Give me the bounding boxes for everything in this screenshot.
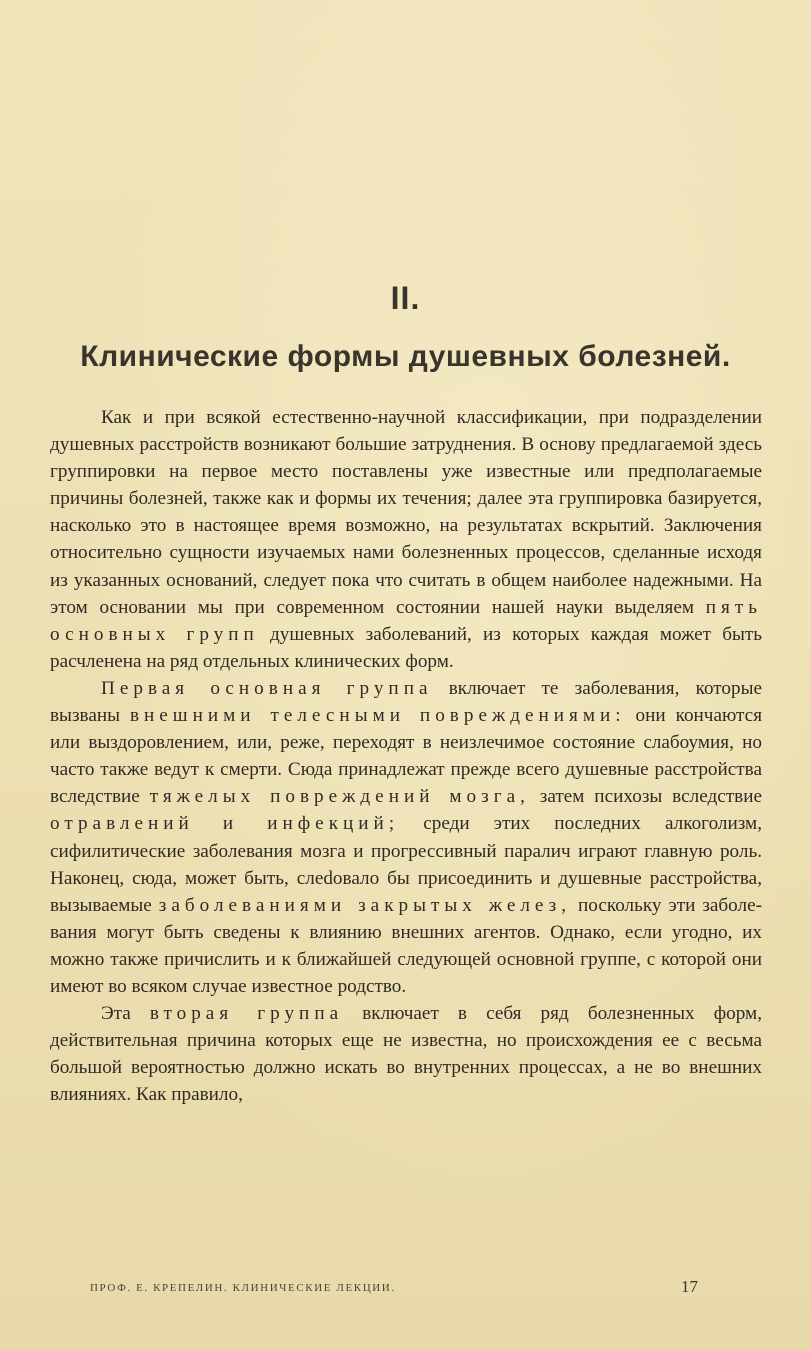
paragraph-2-text-h: среди этих последних алкоголизм, сифилитические заболевания мозга и прогрессивный паралич играют главную роль. Наконец, сюда, может быть, слеdовало бы присоединить и душевные расстройства, вызываемые — [50, 813, 762, 916]
spaced-emphasis: внешними телесными повреждениями: — [129, 705, 626, 727]
paragraph-2-text-b: включает те заболевания, которые вызваны — [50, 677, 763, 727]
paragraph-2-text-d: они кончаются или выздоровлением, или, реже, переходят в неизлечимое состояние слабоумия, но часто также ведут к смерти. Сюда принадлежат прежде всего душевные расстройства вследствие — [50, 705, 763, 808]
paragraph-1-text-a: Как и при всякой естественно-научной классификации, при подразделении душевных расстройств возникают большие затруднения. В основу предлагаемой здесь группировки на первое место поставлены уже известные или предполагаемые причины болезней, также как и формы их течения; далее эта группировка базируется, насколько это в настоящее время возможно, на результатах вскрытий. Заключения относительно сущности изучаемых нами болезненных процессов, сделанные исходя из указанных оснований, следует пока что считать в общем наиболее надежными. На этом основании мы при современном состоянии нашей науки выделяем — [50, 407, 762, 618]
paragraph-3 — [50, 1000, 762, 1108]
spaced-emphasis: тяжелых повреждений мозга, — [149, 786, 530, 808]
chapter-number: II. — [390, 280, 421, 316]
spaced-emphasis: отравлений и инфекций; — [50, 813, 400, 835]
spaced-emphasis: пять основных групп — [50, 596, 763, 645]
spaced-emphasis: вторая группа — [149, 1003, 344, 1025]
page-number: 17 — [681, 1277, 698, 1296]
paragraph-2-text-f: затем психозы вследствие — [539, 786, 762, 808]
paragraph-1-text-c: душевных заболеваний, из которых каждая может быть расчленена на ряд отдельных клинических форм. — [50, 623, 762, 672]
body-text — [50, 404, 762, 1108]
chapter-title: Клинические формы душевных болезней. — [80, 340, 731, 373]
paragraph-1 — [50, 404, 762, 675]
paragraph-2 — [50, 675, 762, 1000]
paragraph-2-text-j: поскольку эти заболевания могут быть сведены к влиянию внешних агентов. Однако, если угодно, их можно также причислить и к ближайшей следующей основной группе, с которой они имеют во всяком случае известное родство. — [50, 894, 762, 997]
spaced-emphasis: Первая основная группа — [101, 677, 433, 699]
running-footer: ПРОФ. Е. КРЕПЕЛИН. КЛИНИЧЕСКИЕ ЛЕКЦИИ. — [90, 1282, 396, 1294]
paragraph-3-text-c: включает в себя ряд болезненных форм, действительная причина которых еще не известна, но происхождения ее с весьма большой вероятностью должно искать во внутренних процессах, а не во внешних влияниях. Как правило, — [50, 1003, 762, 1106]
spaced-emphasis: заболеваниями закрытых желез, — [158, 894, 572, 916]
paragraph-3-text-a: Эта — [101, 1003, 131, 1025]
